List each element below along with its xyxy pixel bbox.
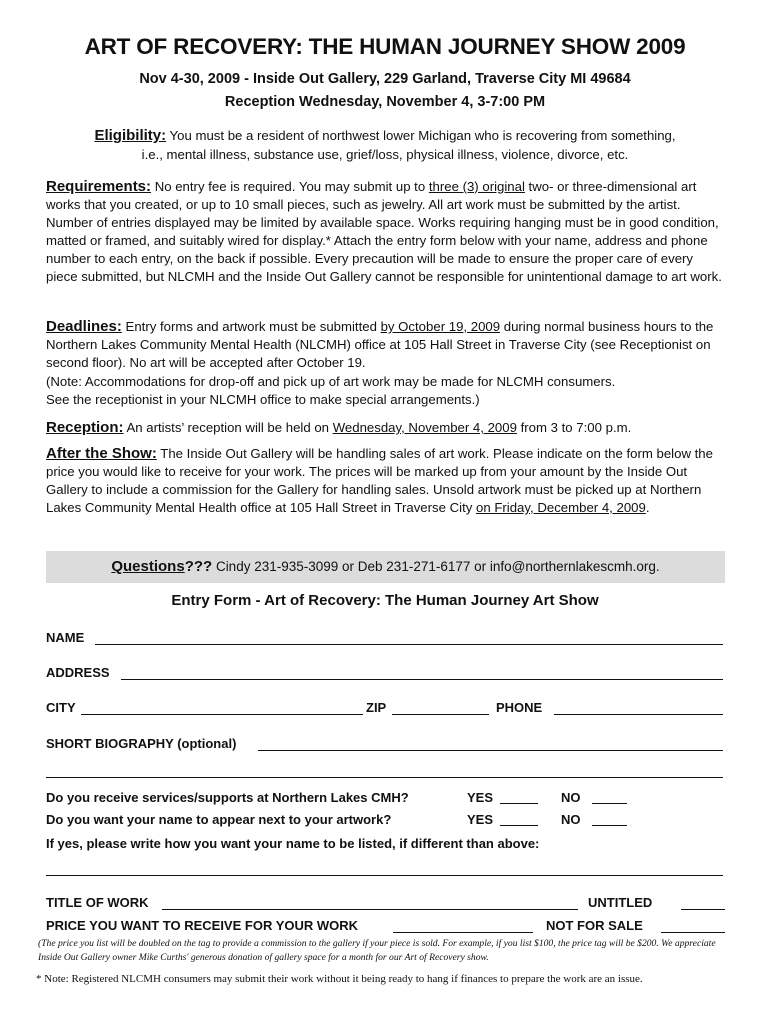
deadlines-emph: by October 19, 2009 [380, 319, 501, 334]
city-label: CITY [46, 700, 76, 715]
bio-field[interactable] [258, 736, 723, 751]
title-of-work-label: TITLE OF WORK [46, 895, 149, 910]
requirements-section [46, 178, 726, 286]
zip-label: ZIP [366, 700, 387, 715]
name-display-no-label: NO [561, 812, 581, 827]
footnote: * Note: Registered NLCMH consumers may submit their work without it being ready to hang if finances to prepare the work are an issue. [36, 973, 643, 985]
listing-name-question: If yes, please write how you want your name to be listed, if different than above: [46, 836, 540, 851]
not-for-sale-label: NOT FOR SALE [546, 918, 643, 933]
services-no-label: NO [561, 790, 581, 805]
requirements-emph: three (3) original [428, 179, 525, 194]
eligibility-section [0, 127, 770, 144]
phone-field[interactable] [554, 700, 723, 715]
deadlines-label: Deadlines: [46, 318, 122, 335]
entry-form-title: Entry Form - Art of Recovery: The Human Journey Art Show [171, 592, 599, 609]
page-title: ART OF RECOVERY: THE HUMAN JOURNEY SHOW 2009 [84, 34, 686, 59]
requirements-label: Requirements: [46, 178, 152, 195]
eligibility-text-2: i.e., mental illness, substance use, grief/loss, physical illness, violence, divorce, etc. [141, 147, 629, 162]
name-display-question: Do you want your name to appear next to your artwork? [46, 812, 392, 827]
event-details: Nov 4-30, 2009 - Inside Out Gallery, 229 Garland, Traverse City MI 49684 [139, 71, 631, 87]
after-show-text-a: The Inside Out Gallery will be handling sales of art work. Please indicate on the form below the price you would like to receive for your work. The prices will be marked up from your amount by the Inside Out Gallery to include a commission for the Gallery for handling sales. Unsold artwork must be picked up at Northern Lakes Community Mental Health office at 105 Hall Street in Traverse City [46, 446, 713, 515]
name-field[interactable] [95, 630, 723, 645]
phone-label: PHONE [496, 700, 543, 715]
services-yes-label: YES [467, 790, 494, 805]
after-show-label: After the Show: [46, 445, 157, 462]
reception-details: Reception Wednesday, November 4, 3-7:00 PM [224, 94, 546, 110]
after-show-emph: on Friday, December 4, 2009 [476, 500, 646, 515]
name-display-yes-field[interactable] [500, 812, 538, 826]
address-field[interactable] [121, 665, 723, 680]
reception-text-a: An artists’ reception will be held on [123, 420, 333, 435]
name-display-no-field[interactable] [592, 812, 627, 826]
requirements-text-a: No entry fee is required. You may submit up to [151, 179, 429, 194]
eligibility-label: Eligibility: [94, 127, 167, 144]
price-field[interactable] [393, 918, 533, 933]
reception-section [46, 419, 726, 437]
name-label: NAME [46, 630, 85, 645]
services-question: Do you receive services/supports at Northern Lakes CMH? [46, 790, 409, 805]
zip-field[interactable] [392, 700, 489, 715]
title-of-work-field[interactable] [162, 895, 578, 910]
listing-name-field[interactable] [46, 861, 723, 876]
deadlines-text-a: Entry forms and artwork must be submitted [121, 319, 381, 334]
address-label: ADDRESS [46, 665, 110, 680]
after-show-section [46, 445, 726, 517]
deadlines-note-1: (Note: Accommodations for drop-off and pick up of art work may be made for NLCMH consumers. [46, 374, 616, 389]
reception-label: Reception: [46, 419, 124, 436]
questions-contact [46, 558, 725, 575]
price-note: (The price you list will be doubled on the tag to provide a commission to the gallery if your piece is sold. For example, if you list $100, the price tag will be $200. We appreciate Inside Out Gallery owner Mike Curths' generous donation of gallery space for a month for our Art of Recovery show. [38, 938, 716, 963]
deadlines-section [46, 318, 726, 372]
deadlines-note-2: See the receptionist in your NLCMH office to make special arrangements.) [46, 392, 480, 407]
deadlines-text-b: during normal business hours to the Northern Lakes Community Mental Health (NLCMH) office at 105 Hall Street in Traverse City (see Receptionist on second floor). No art will be accepted after October 19. [46, 319, 714, 370]
requirements-text-b: two- or three-dimensional art works that you created, or up to 10 small pieces, such as jewelry. All art work must be submitted by the artist. Number of entries displayed may be limited by available space. Works requiring hanging must be in good condition, matted or framed, and suitably wired for display.* Attach the entry form below with your name, address and phone number to each entry, on the back if possible. Every precaution will be made to ensure the proper care of every piece submitted, but NLCMH and the Inside Out Gallery cannot be responsible for unintentional damage to art work. [46, 179, 722, 284]
after-show-text-b: . [645, 500, 650, 515]
questions-label: Questions [111, 558, 185, 575]
services-no-field[interactable] [592, 790, 627, 804]
city-field[interactable] [81, 700, 363, 715]
reception-text-b: from 3 to 7:00 p.m. [516, 420, 632, 435]
questions-marks: ??? [184, 558, 213, 575]
untitled-label: UNTITLED [588, 895, 653, 910]
name-display-yes-label: YES [467, 812, 494, 827]
untitled-field[interactable] [681, 895, 725, 910]
price-label: PRICE YOU WANT TO RECEIVE FOR YOUR WORK [46, 918, 359, 933]
not-for-sale-field[interactable] [661, 918, 725, 933]
bio-label: SHORT BIOGRAPHY (optional) [46, 736, 237, 751]
eligibility-text-1: You must be a resident of northwest lower Michigan who is recovering from something, [169, 128, 676, 143]
services-yes-field[interactable] [500, 790, 538, 804]
reception-emph: Wednesday, November 4, 2009 [332, 420, 517, 435]
questions-text: Cindy 231-935-3099 or Deb 231-271-6177 or info@northernlakescmh.org. [212, 559, 660, 574]
bio-field-line-2[interactable] [46, 763, 723, 778]
